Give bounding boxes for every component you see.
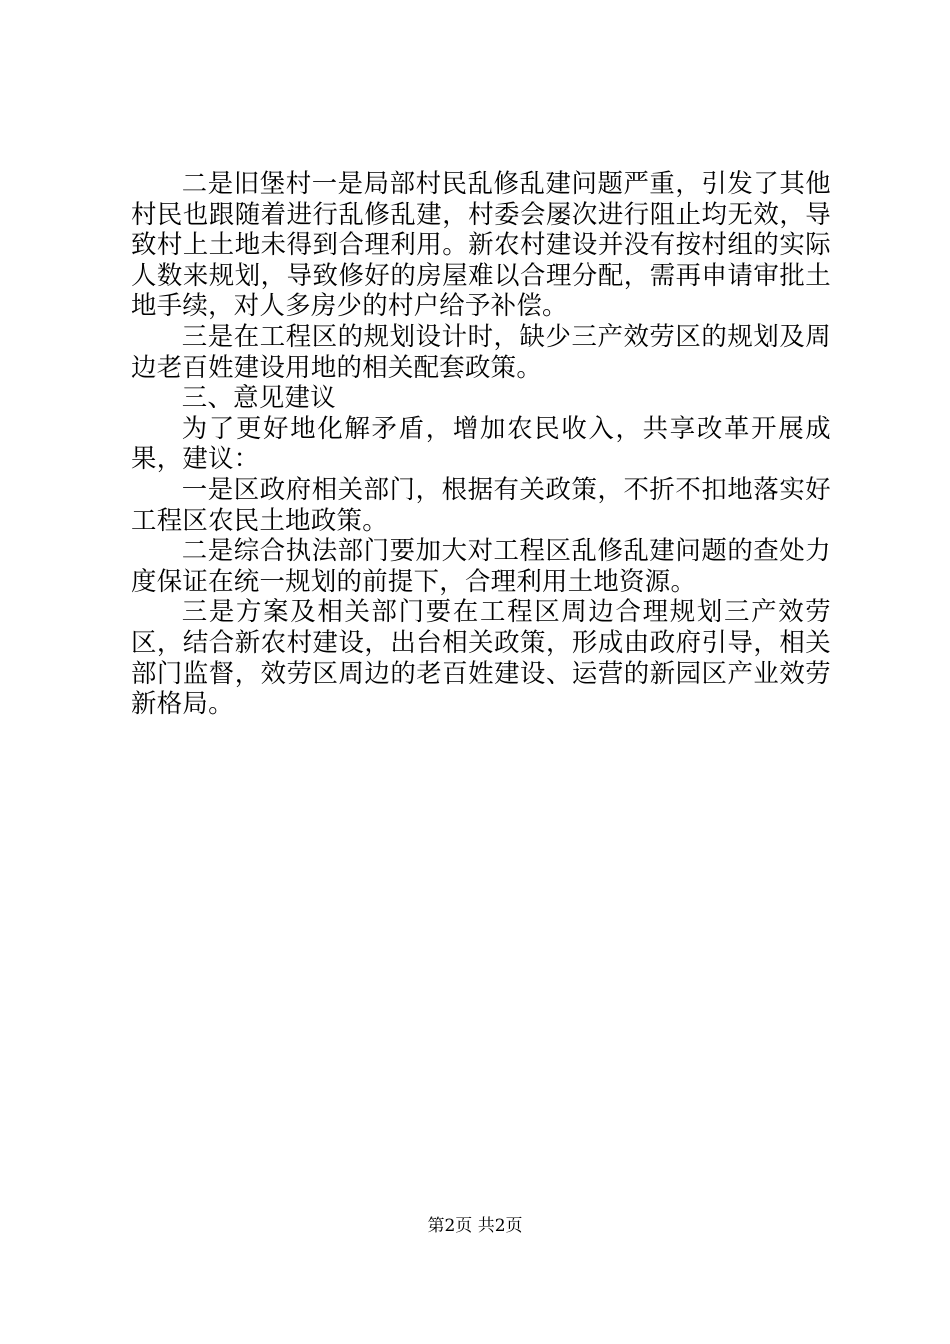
paragraph-4: 一是区政府相关部门，根据有关政策，不折不扣地落实好工程区农民土地政策。 [131, 473, 831, 535]
paragraph-5: 二是综合执法部门要加大对工程区乱修乱建问题的查处力度保证在统一规划的前提下，合理利用土地资源。 [131, 535, 831, 596]
paragraph-3: 为了更好地化解矛盾，增加农民收入，共享改革开展成果，建议： [131, 412, 831, 474]
page-number-footer: 第2页 共2页 [427, 1216, 523, 1236]
paragraph-6: 三是方案及相关部门要在工程区周边合理规划三产效劳区，结合新农村建设，出台相关政策，形成由政府引导，相关部门监督，效劳区周边的老百姓建设、运营的新园区产业效劳新格局。 [131, 596, 831, 719]
document-body [131, 168, 831, 719]
paragraph-1: 二是旧堡村一是局部村民乱修乱建问题严重，引发了其他村民也跟随着进行乱修乱建，村委会屡次进行阻止均无效，导致村上土地未得到合理利用。新农村建设并没有按村组的实际人数来规划，导致修好的房屋难以合理分配，需再申请审批土地手续，对人多房少的村户给予补偿。 [131, 168, 831, 321]
paragraph-2: 三是在工程区的规划设计时，缺少三产效劳区的规划及周边老百姓建设用地的相关配套政策。 [131, 320, 831, 382]
section-heading: 三、意见建议 [181, 382, 336, 413]
